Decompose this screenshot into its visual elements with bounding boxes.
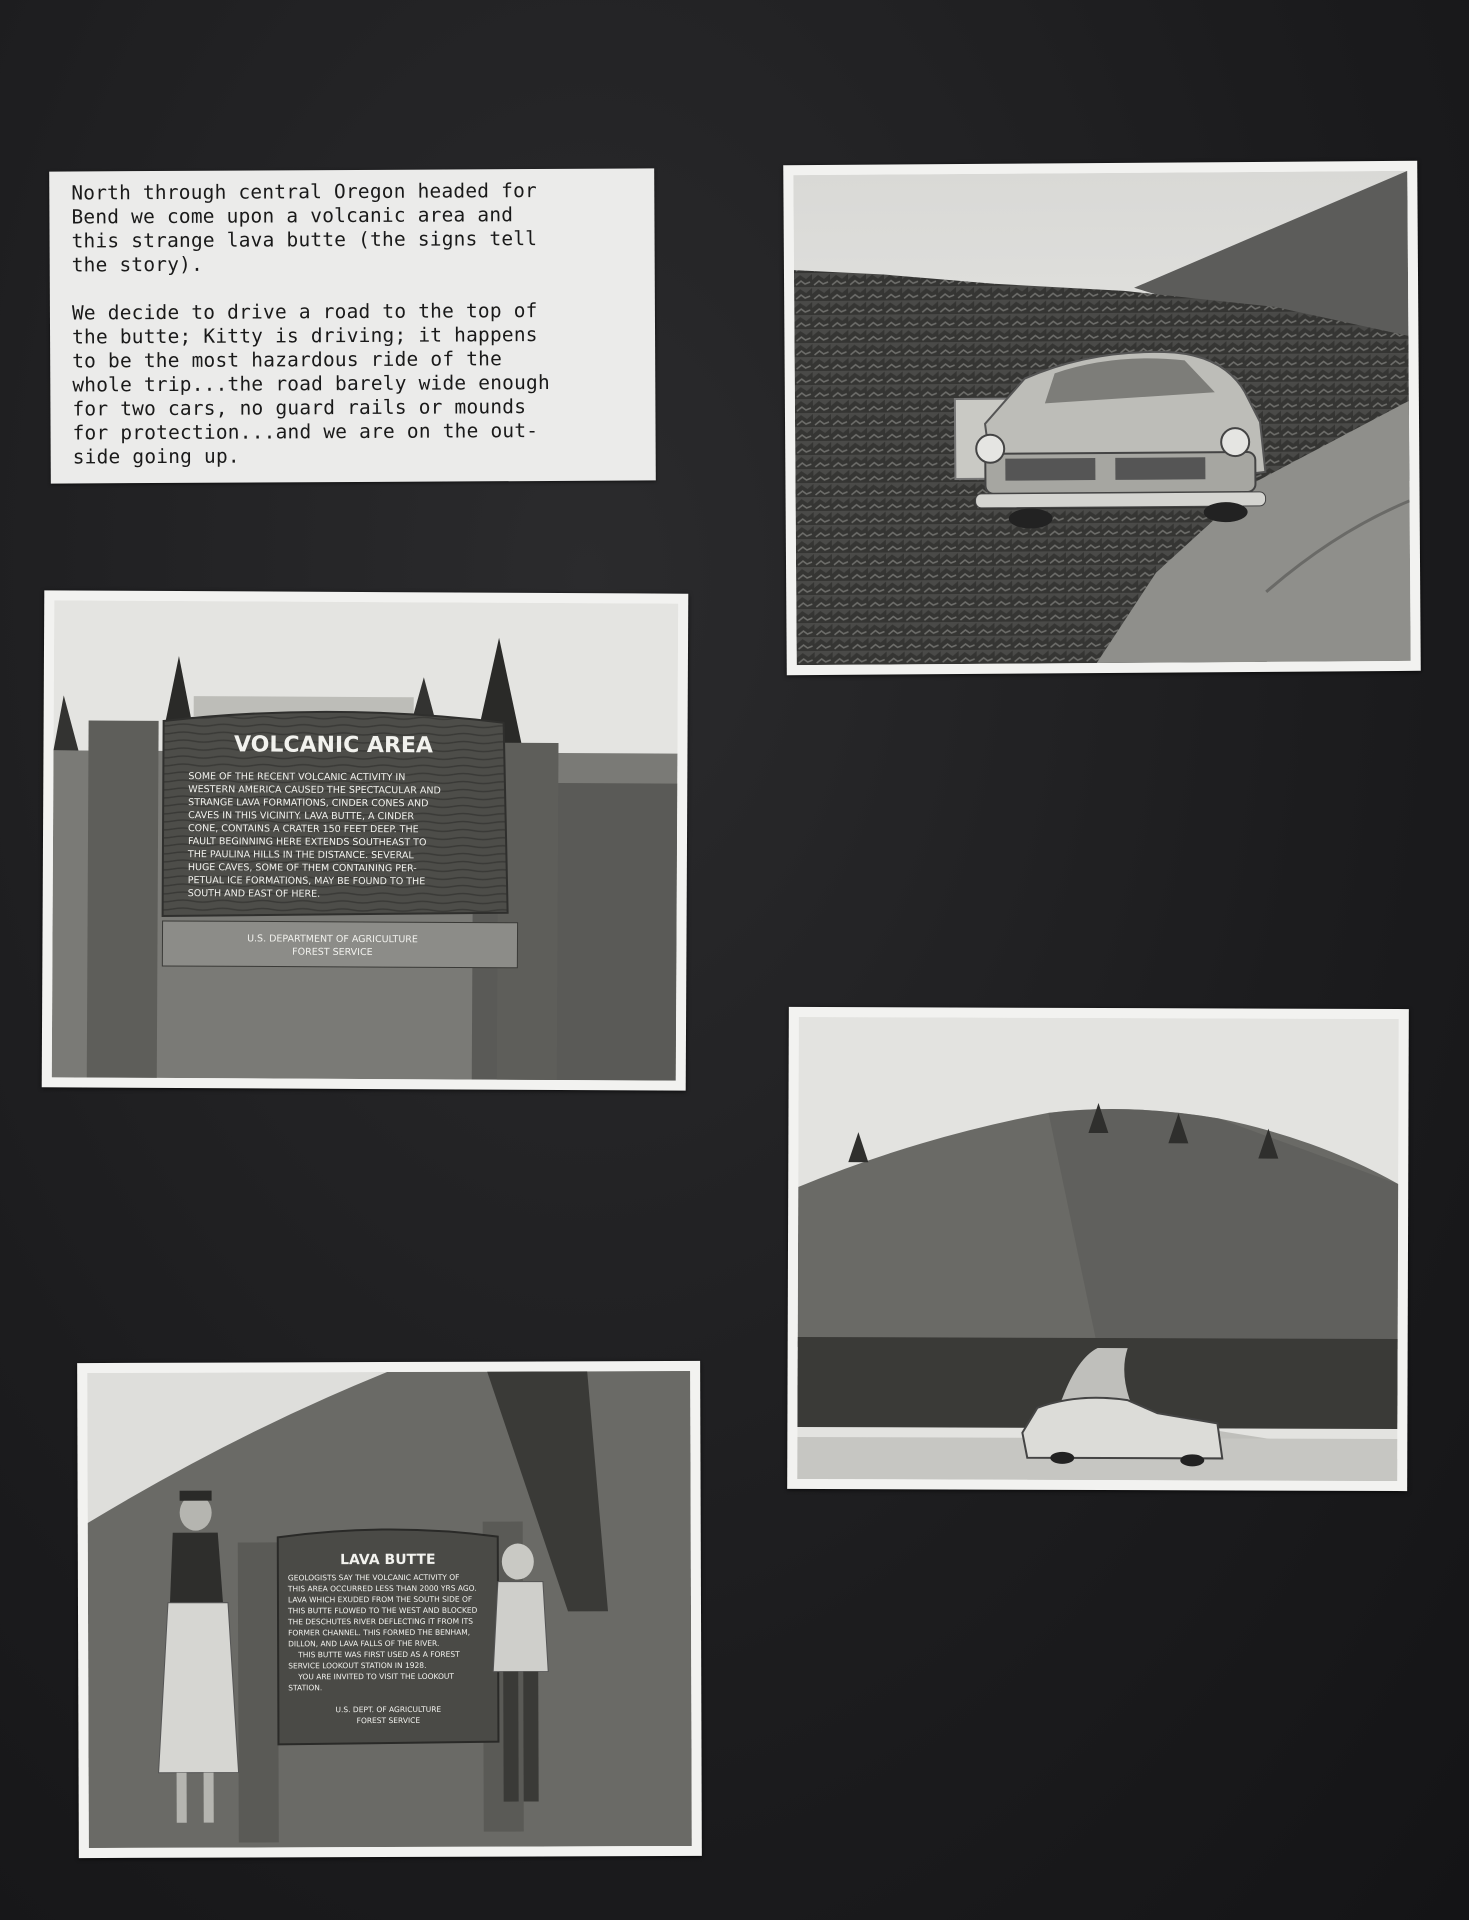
- caption-paragraph-1: North through central Oregon headed for Bend we come upon a volcanic area and this strange lava butte (the signs tell the story).: [71, 179, 538, 277]
- lava-butte-sign-line: THE DESCHUTES RIVER DEFLECTING IT FROM ITS: [288, 1616, 473, 1627]
- lava-butte-sign-line: LAVA WHICH EXUDED FROM THE SOUTH SIDE OF: [287, 1594, 473, 1605]
- volcanic-sign-line: WESTERN AMERICA CAUSED THE SPECTACULAR AND: [188, 784, 441, 797]
- volcanic-sign-line: PETUAL ICE FORMATIONS, MAY BE FOUND TO THE: [187, 875, 426, 888]
- photo-volcanic-area-sign: [42, 590, 689, 1090]
- lava-butte-sign-line: DILLON, AND LAVA FALLS OF THE RIVER.: [288, 1638, 440, 1649]
- photo-car-on-lava-road: [783, 161, 1421, 675]
- car-lava-photo-image: [793, 171, 1410, 665]
- butte-road-photo-image: [797, 1017, 1399, 1481]
- volcanic-sign-line: CAVES IN THIS VICINITY. LAVA BUTTE, A CINDER: [188, 810, 415, 823]
- lava-butte-sign-agency-1: U.S. DEPT. OF AGRICULTURE: [335, 1704, 442, 1715]
- volcanic-sign-line: FAULT BEGINNING HERE EXTENDS SOUTHEAST TO: [187, 836, 427, 849]
- photo-lava-butte-road: [787, 1007, 1409, 1491]
- lava-butte-sign-title: LAVA BUTTE: [340, 1551, 436, 1569]
- volcanic-sign-line: THE PAULINA HILLS IN THE DISTANCE. SEVERAL: [187, 849, 414, 862]
- volcanic-sign-title: VOLCANIC AREA: [233, 732, 434, 759]
- volcanic-sign-line: SOUTH AND EAST OF HERE.: [187, 888, 321, 900]
- volcanic-sign-agency-1: U.S. DEPARTMENT OF AGRICULTURE: [247, 933, 418, 946]
- volcanic-sign-line: HUGE CAVES, SOME OF THEM CONTAINING PER-: [187, 862, 417, 875]
- lava-butte-sign-line: STATION.: [288, 1683, 323, 1693]
- caption-paragraph-2: We decide to drive a road to the top of the butte; Kitty is driving; it happens to be the most hazardous ride of the whole trip...the road barely wide enough for two cars, no guard rails or mounds for protection...and we are on the out- side going up.: [71, 299, 550, 469]
- typed-caption: [49, 168, 656, 483]
- volcanic-sign-photo-image: [52, 600, 678, 1080]
- lava-butte-sign-line: SERVICE LOOKOUT STATION IN 1928.: [288, 1660, 427, 1671]
- lava-butte-sign-photo-image: [87, 1371, 692, 1848]
- lava-butte-sign-line: THIS AREA OCCURRED LESS THAN 2000 YRS AGO.: [287, 1583, 477, 1594]
- lava-butte-sign-line: GEOLOGISTS SAY THE VOLCANIC ACTIVITY OF: [287, 1572, 460, 1583]
- lava-butte-sign-line: THIS BUTTE FLOWED TO THE WEST AND BLOCKED: [287, 1605, 478, 1616]
- volcanic-sign-line: SOME OF THE RECENT VOLCANIC ACTIVITY IN: [188, 771, 406, 784]
- lava-butte-sign-line: THIS BUTTE WAS FIRST USED AS A FOREST: [298, 1649, 460, 1660]
- lava-butte-sign-agency-2: FOREST SERVICE: [356, 1715, 421, 1726]
- lava-butte-sign-line: YOU ARE INVITED TO VISIT THE LOOKOUT: [298, 1671, 454, 1682]
- volcanic-sign-agency-2: FOREST SERVICE: [292, 946, 373, 959]
- lava-butte-sign-line: FORMER CHANNEL. THIS FORMED THE BENHAM,: [288, 1627, 471, 1638]
- photo-lava-butte-sign: [77, 1361, 702, 1858]
- volcanic-sign-line: STRANGE LAVA FORMATIONS, CINDER CONES AND: [188, 797, 429, 810]
- volcanic-sign-line: CONE, CONTAINS A CRATER 150 FEET DEEP. THE: [188, 823, 419, 836]
